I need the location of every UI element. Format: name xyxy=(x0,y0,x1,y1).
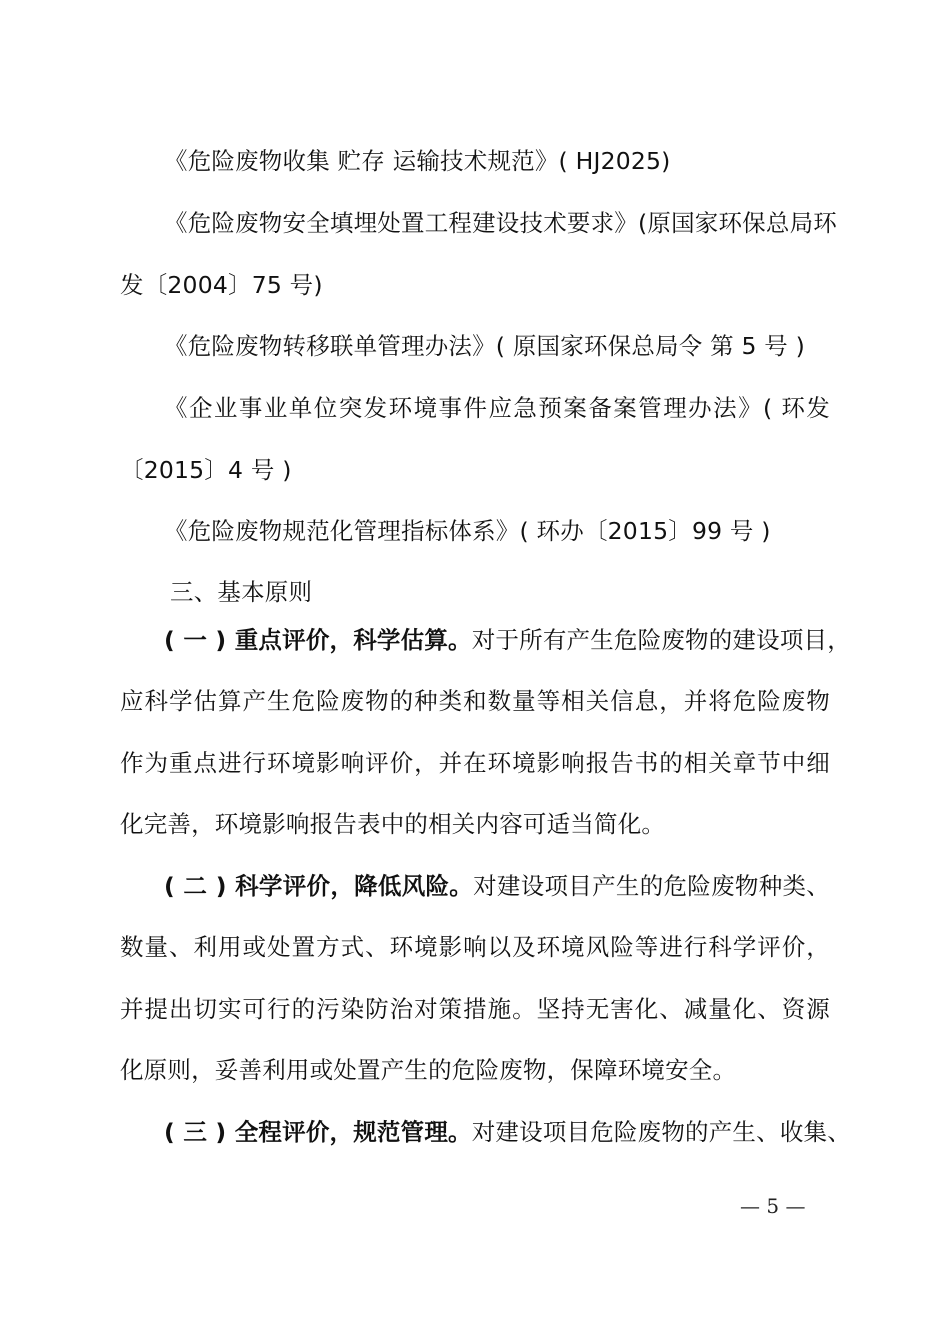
principle-3-title: ( 三 ) 全程评价，规范管理。 xyxy=(164,1118,472,1146)
principle-2-title: ( 二 ) 科学评价，降低风险。 xyxy=(164,872,474,900)
reference-emergency-plan: 《企业事业单位突发环境事件应急预案备案管理办法》( 环发 xyxy=(164,394,830,422)
principle-2-line-4: 化原则，妥善利用或处置产生的危险废物，保障环境安全。 xyxy=(120,1056,737,1084)
reference-hj2025: 《危险废物收集 贮存 运输技术规范》( HJ2025) xyxy=(164,147,671,175)
principle-1-line-3: 作为重点进行环境影响评价，并在环境影响报告书的相关章节中细 xyxy=(120,749,830,777)
principle-1-title: ( 一 ) 重点评价，科学估算。 xyxy=(164,626,472,654)
reference-management-indicators: 《危险废物规范化管理指标体系》( 环办〔2015〕99 号 ) xyxy=(164,517,771,545)
principle-2-line-2: 数量、利用或处置方式、环境影响以及环境风险等进行科学评价， xyxy=(120,933,830,961)
principle-3-line-1: ( 三 ) 全程评价，规范管理。对建设项目危险废物的产生、收集、 xyxy=(164,1118,851,1146)
reference-landfill-requirements: 《危险废物安全填埋处置工程建设技术要求》(原国家环保总局环 xyxy=(164,209,837,237)
principle-2-line-1: ( 二 ) 科学评价，降低风险。对建设项目产生的危险废物种类、 xyxy=(164,872,830,900)
reference-landfill-requirements-cont: 发〔2004〕75 号) xyxy=(120,271,323,299)
principle-2-line-3: 并提出切实可行的污染防治对策措施。坚持无害化、减量化、资源 xyxy=(120,995,830,1023)
principle-1-line-1: ( 一 ) 重点评价，科学估算。对于所有产生危险废物的建设项目， xyxy=(164,626,851,654)
page-number: — 5 — xyxy=(740,1194,806,1218)
reference-emergency-plan-cont: 〔2015〕4 号 ) xyxy=(120,456,292,484)
principle-1-line-4: 化完善，环境影响报告表中的相关内容可适当简化。 xyxy=(120,810,666,838)
section-heading: 三、基本原则 xyxy=(170,578,313,606)
reference-transfer-manifest: 《危险废物转移联单管理办法》( 原国家环保总局令 第 5 号 ) xyxy=(164,332,806,360)
principle-1-line-2: 应科学估算产生危险废物的种类和数量等相关信息，并将危险废物 xyxy=(120,687,830,715)
